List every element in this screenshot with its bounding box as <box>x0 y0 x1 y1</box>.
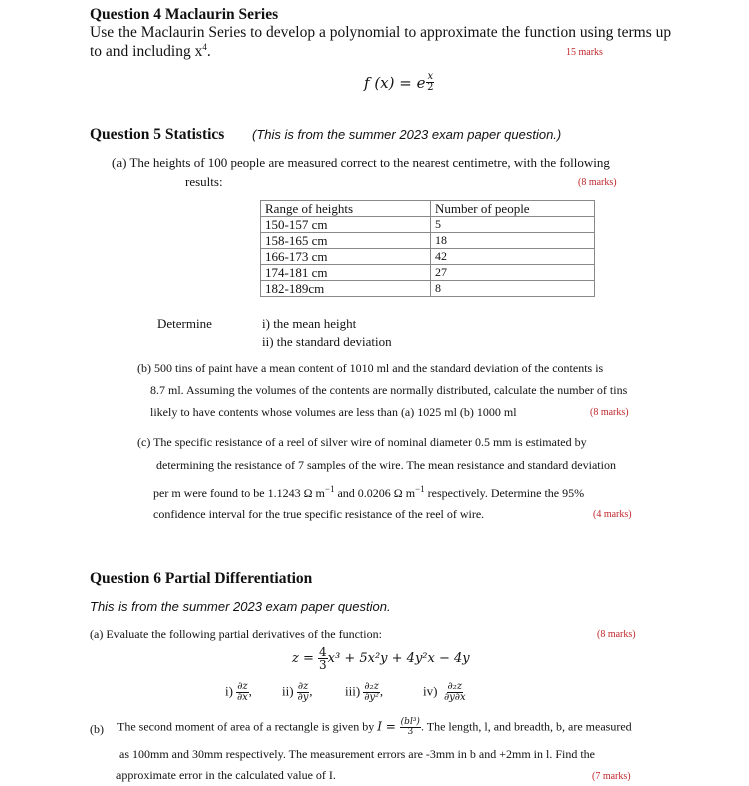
frac-num: ∂₂z <box>447 681 462 692</box>
cell-count: 8 <box>431 281 595 297</box>
q4-period: . <box>206 43 211 61</box>
partial-iii <box>345 682 383 703</box>
q5-title: Question 5 Statistics <box>90 126 225 143</box>
cell-range: 166-173 cm <box>261 249 431 265</box>
q5a-item2: ii) the standard deviation <box>262 334 392 349</box>
q5a-line2: results: <box>185 174 223 189</box>
q4-text: to and including x <box>90 43 203 61</box>
part-comma: , <box>309 683 313 699</box>
frac-num: ∂z <box>297 681 309 692</box>
q5c-line3 <box>153 484 584 501</box>
q6b-line1 <box>117 718 632 737</box>
table-row <box>261 233 595 249</box>
part-label: ii) <box>282 683 294 699</box>
q4-title: Question 4 Maclaurin Series <box>90 6 279 23</box>
cell-count: 5 <box>431 217 595 233</box>
cell-count: 42 <box>431 249 595 265</box>
table-row <box>261 281 595 297</box>
q4-text-line2 <box>90 42 211 61</box>
derivative-fraction <box>297 682 309 703</box>
q6a-line1: (a) Evaluate the following partial derivatives of the function: <box>90 627 382 641</box>
q5b-marks: (8 marks) <box>590 407 629 418</box>
heights-table <box>260 200 595 297</box>
part-label: iv) <box>423 683 438 699</box>
q5a-item1: i) the mean height <box>262 316 357 331</box>
frac-num: ∂₂z <box>364 681 379 692</box>
q6b-marks: (7 marks) <box>592 771 631 782</box>
q5b-line1: (b) 500 tins of paint have a mean content of 1010 ml and the standard deviation of the contents is <box>137 361 604 375</box>
header-range: Range of heights <box>261 201 431 217</box>
exp-num: x <box>427 71 434 82</box>
frac-den: ∂y² <box>364 692 380 703</box>
q5c-line1: (c) The specific resistance of a reel of silver wire of nominal diameter 0.5 mm is estimated by <box>137 435 587 449</box>
table-row <box>261 265 595 281</box>
q6a-marks: (8 marks) <box>597 629 636 640</box>
q5-note: (This is from the summer 2023 exam paper question.) <box>252 127 562 142</box>
coef-den: 3 <box>319 658 327 672</box>
q5b-line3: likely to have contents whose volumes are less than (a) 1025 ml (b) 1000 ml <box>150 405 517 419</box>
formula-exponent <box>426 72 434 93</box>
q5c-end-text: respectively. Determine the 95% <box>424 486 585 500</box>
coef-num: 4 <box>319 645 327 659</box>
function-rhs: x³ + 5x²y + 4y²x − 4y <box>327 651 470 666</box>
partial-i <box>225 682 252 703</box>
derivative-fraction <box>363 682 379 703</box>
table-header-row <box>261 201 595 217</box>
q6-function <box>292 646 470 671</box>
q5a-determine: Determine <box>157 316 212 331</box>
derivative-fraction <box>444 682 466 703</box>
q6b-label: (b) <box>90 722 104 736</box>
q5c-line4: confidence interval for the true specific resistance of the reel of wire. <box>153 507 485 521</box>
frac-den: ∂y∂x <box>443 692 466 703</box>
partial-iv <box>423 682 466 703</box>
derivative-fraction <box>236 682 248 703</box>
formula-lhs: f (x) = e <box>364 74 426 92</box>
cell-range: 182-189cm <box>261 281 431 297</box>
cell-count: 27 <box>431 265 595 281</box>
cell-range: 174-181 cm <box>261 265 431 281</box>
frac-den: ∂y <box>297 692 309 703</box>
q5a-marks: (8 marks) <box>578 177 617 188</box>
cell-range: 158-165 cm <box>261 233 431 249</box>
exp-den: 2 <box>427 82 434 93</box>
table-row <box>261 249 595 265</box>
frac-den: ∂x <box>237 692 248 703</box>
q6b-I: I = <box>377 719 400 734</box>
q6-title: Question 6 Partial Differentiation <box>90 570 313 587</box>
partial-ii <box>282 682 313 703</box>
cell-count: 18 <box>431 233 595 249</box>
function-coefficient <box>318 646 328 671</box>
unit-exponent: −1 <box>415 484 425 494</box>
part-comma: , <box>379 683 384 699</box>
q6b-line2: as 100mm and 30mm respectively. The measurement errors are -3mm in b and +2mm in l. Find the <box>119 747 595 761</box>
table-row <box>261 217 595 233</box>
q5c-line2: determining the resistance of 7 samples of the wire. The mean resistance and standard deviation <box>156 458 616 472</box>
q6b-line3: approximate error in the calculated value of I. <box>116 768 336 782</box>
q6-note: This is from the summer 2023 exam paper question. <box>90 599 391 614</box>
cell-range: 150-157 cm <box>261 217 431 233</box>
q6b-formula-fraction <box>400 718 421 737</box>
q5c-marks: (4 marks) <box>593 509 632 520</box>
q6b-text-end: . The length, l, and breadth, b, are measured <box>420 719 632 734</box>
frac-num: (bl³) <box>400 717 420 727</box>
part-label: iii) <box>345 683 361 699</box>
q5c-sd-text: and 0.0206 Ω m <box>334 486 416 500</box>
q5c-mean-text: per m were found to be 1.1243 Ω m <box>153 486 325 500</box>
unit-exponent: −1 <box>324 484 335 494</box>
frac-num: ∂z <box>237 681 248 692</box>
q5a-line1: (a) The heights of 100 people are measured correct to the nearest centimetre, with the following <box>112 155 610 170</box>
q4-marks: 15 marks <box>566 47 603 58</box>
q5b-line2: 8.7 ml. Assuming the volumes of the contents are normally distributed, calculate the number of tins <box>150 383 628 397</box>
part-comma: , <box>248 683 252 699</box>
q6b-text: The second moment of area of a rectangle is given by <box>117 719 378 734</box>
header-count: Number of people <box>431 201 595 217</box>
q4-text-line1: Use the Maclaurin Series to develop a polynomial to approximate the function using terms up <box>90 24 672 41</box>
function-lhs: z = <box>292 651 319 666</box>
part-label: i) <box>225 683 233 699</box>
q4-exponent: 4 <box>202 42 207 52</box>
q4-formula <box>364 72 434 93</box>
frac-den: 3 <box>407 727 414 737</box>
